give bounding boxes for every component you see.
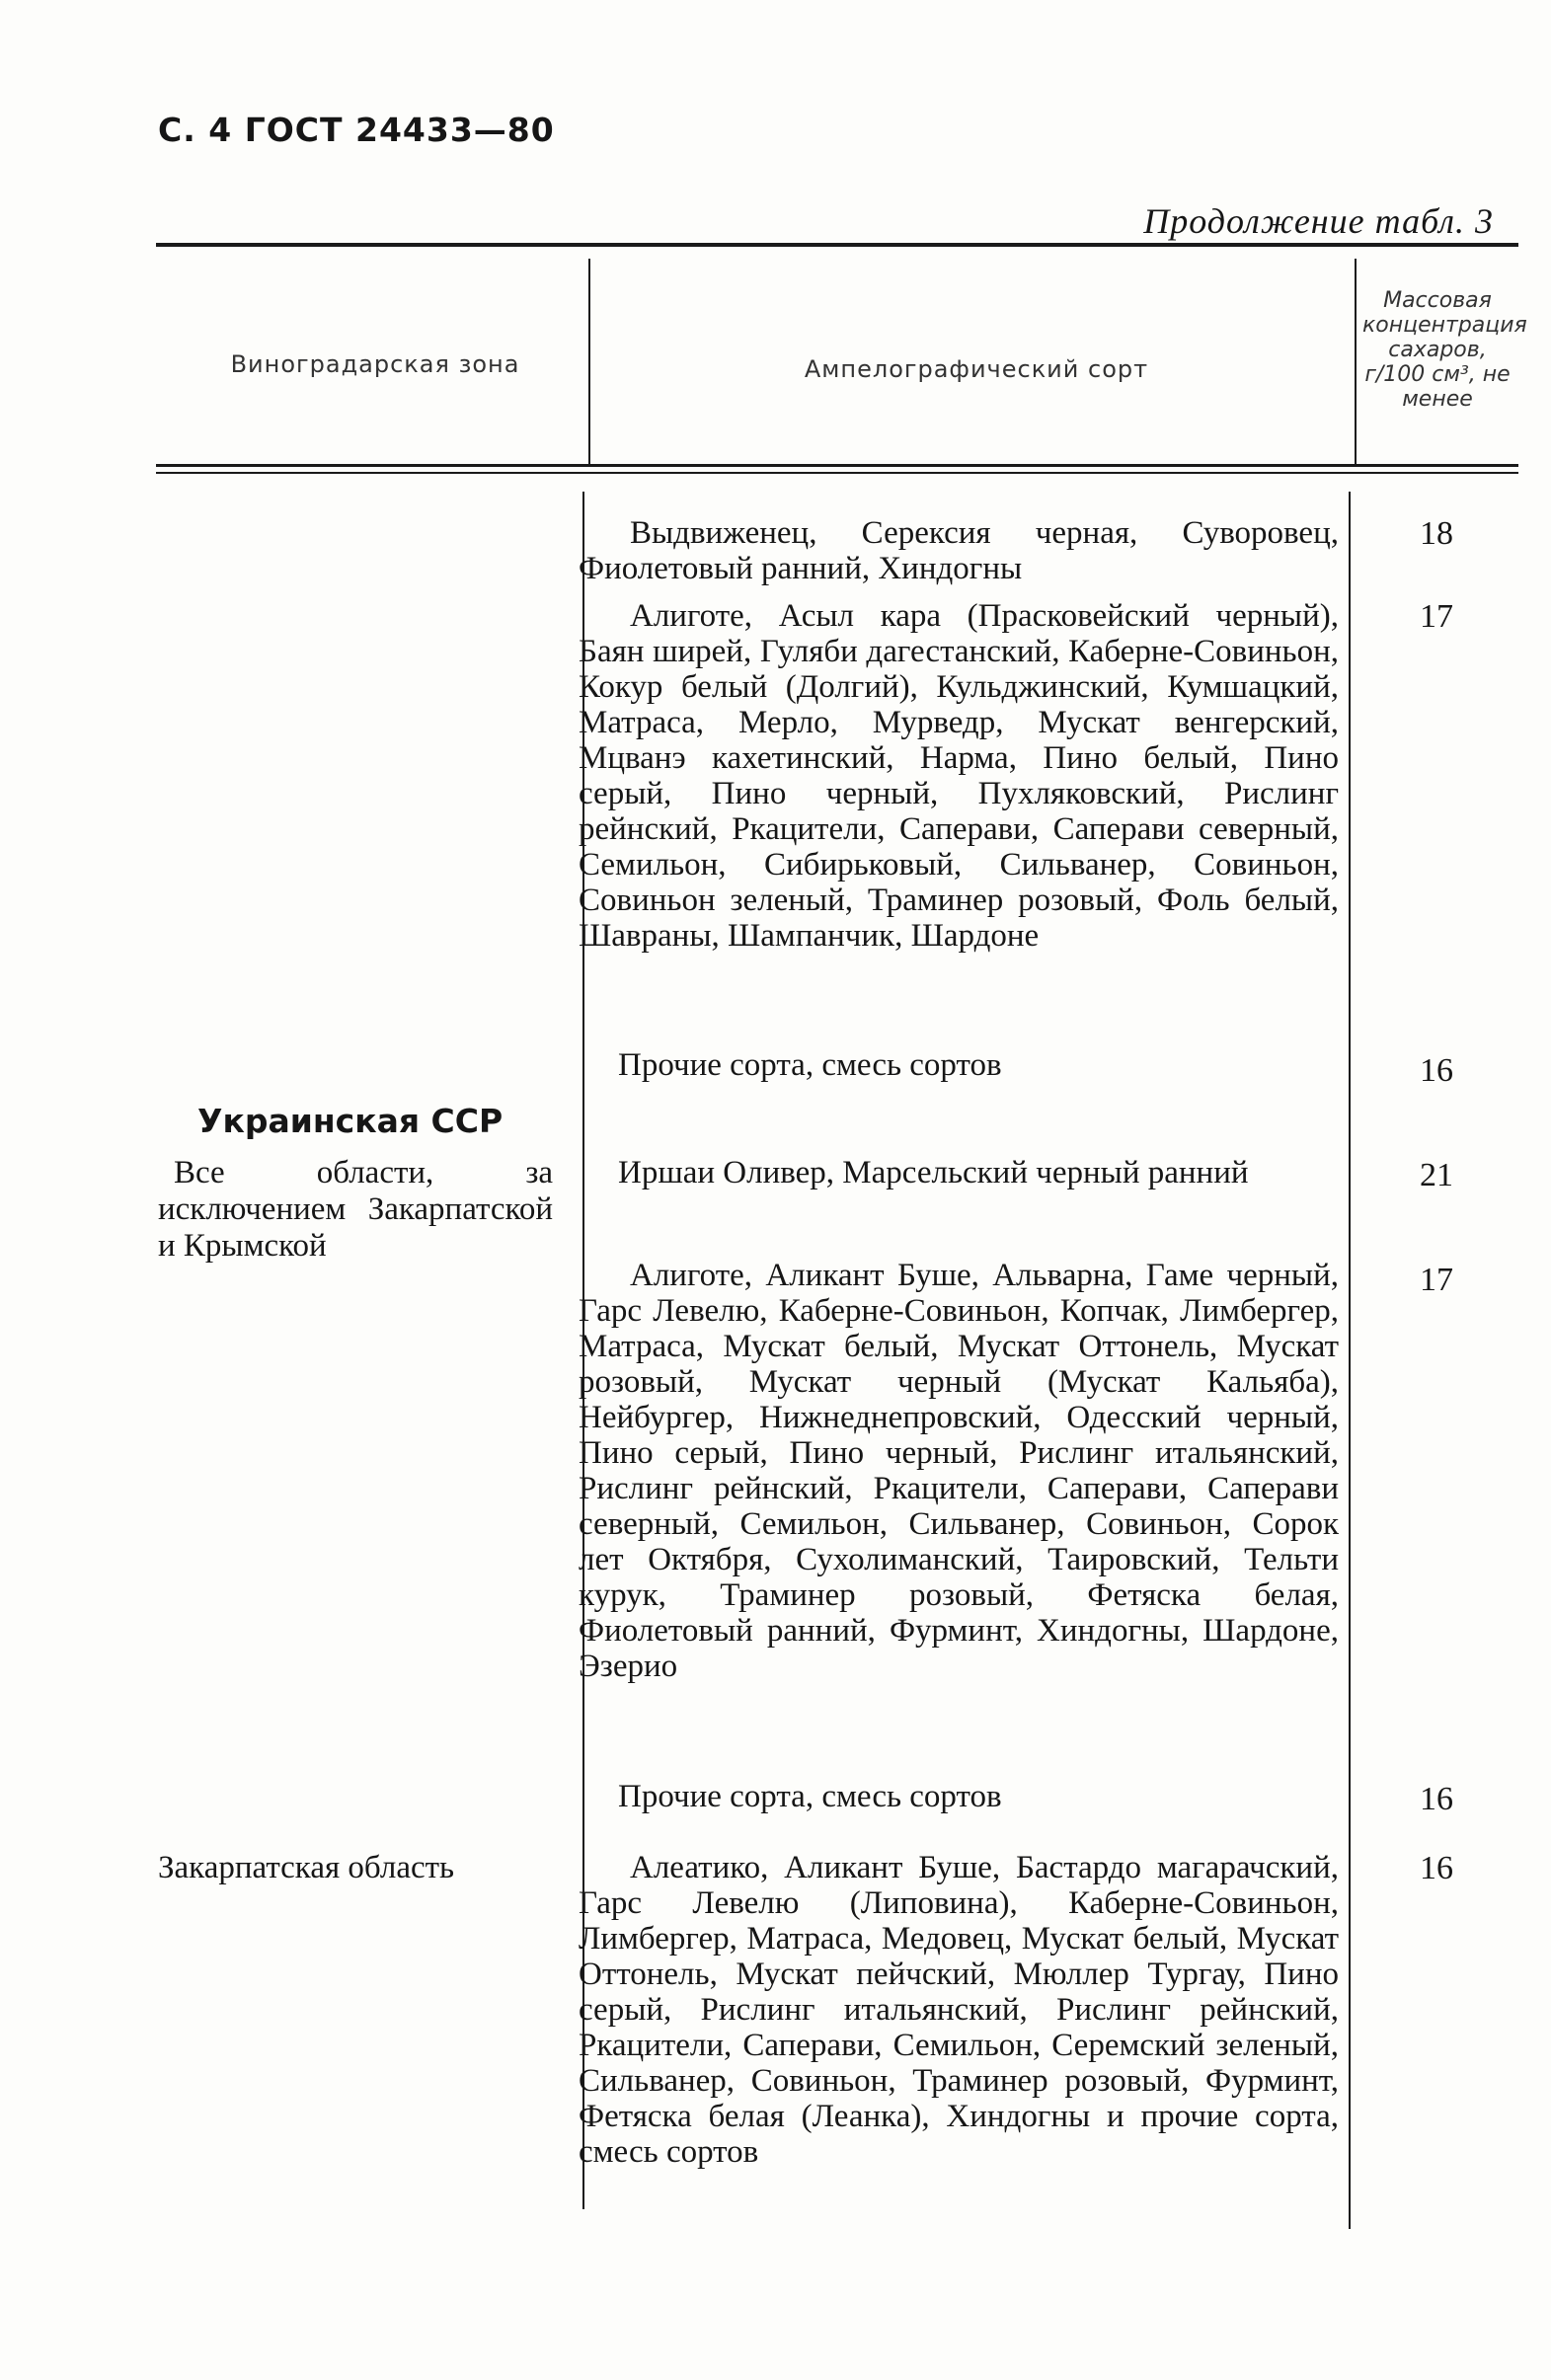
table-row-variety: Алиготе, Асыл кара (Прасковейский черный), Баян ширей, Гуляби дагестанский, Каберне-Совиньон, Кокур белый (Долгий), Кульджинский, Кумшацкий, Матраса, Мерло, Мурведр, Мускат венгерский, Мцванэ кахетинский, Нарма, Пино белый, Пино серый, Пино черный, Пухляковский, Рислинг рейнский, Ркацители, Саперави, Саперави северный, Семильон, Сибирьковый, Сильванер, Совиньон, Совиньон зеленый, Траминер розовый, Фоль белый, Шавраны, Шампанчик, Шардоне — [579, 598, 1339, 954]
column-header-concentration: Массовая концентрация сахаров, г/100 см³, не менее — [1362, 288, 1527, 412]
header-bottom-rule-2 — [156, 472, 1518, 474]
column-header-variety: Ампелографический сорт — [804, 355, 1149, 383]
table-row-variety: Прочие сорта, смесь сортов — [618, 1779, 1002, 1814]
table-top-rule — [156, 243, 1518, 247]
table-row-variety: Алеатико, Аликант Буше, Бастардо магарачский, Гарс Левелю (Липовина), Каберне-Совиньон, Лимбергер, Матраса, Медовец, Мускат белый, Мускат Оттонель, Мускат пейчский, Мюллер Тургау, Пино серый, Рислинг итальянский, Рислинг рейнский, Ркацители, Саперави, Семильон, Серемский зеленый, Сильванер, Совиньон, Траминер розовый, Фурминт, Фетяска белая (Леанка), Хиндогны и прочие сорта, смесь сортов — [579, 1850, 1339, 2170]
table-row-variety: Алиготе, Аликант Буше, Альварна, Гаме черный, Гарс Левелю, Каберне-Совиньон, Копчак, Лимбергер, Матраса, Мускат белый, Мускат Оттонель, Мускат розовый, Мускат черный (Мускат Кальяба), Нейбургер, Нижнеднепровский, Одесский черный, Пино серый, Пино черный, Рислинг итальянский, Рислинг рейнский, Ркацители, Саперави, Саперави северный, Семильон, Сильванер, Совиньон, Сорок лет Октября, Сухолиманский, Таировский, Тельти курук, Траминер розовый, Фетяска белая, Фиолетовый ранний, Фурминт, Хиндогны, Шардоне, Эзерио — [579, 1258, 1339, 1684]
table-row-zone: Закарпатская область — [158, 1850, 455, 1885]
table-row-min-value: 16 — [1420, 1850, 1453, 1886]
table-row-min-value: 17 — [1420, 1262, 1453, 1298]
region-title: Украинская ССР — [197, 1102, 504, 1140]
column-header-zone: Виноградарская зона — [230, 350, 520, 378]
table-row-min-value: 18 — [1420, 515, 1453, 552]
table-row-min-value: 16 — [1420, 1052, 1453, 1089]
table-row-variety: Выдвиженец, Серексия черная, Суворовец, Фиолетовый ранний, Хиндогны — [579, 515, 1339, 586]
page-header: С. 4 ГОСТ 24433—80 — [158, 111, 555, 149]
table-row-min-value: 16 — [1420, 1781, 1453, 1817]
header-bottom-rule — [156, 464, 1518, 467]
table-row-min-value: 21 — [1420, 1157, 1453, 1193]
table-row-min-value: 17 — [1420, 598, 1453, 635]
table-continuation-note: Продолжение табл. 3 — [1143, 201, 1494, 241]
table-row-variety: Прочие сорта, смесь сортов — [618, 1047, 1002, 1083]
column-divider-variety-concentration — [1349, 492, 1351, 2229]
table-row-variety: Иршаи Оливер, Марсельский черный ранний — [618, 1155, 1249, 1190]
table-row-zone: Все области, за исключением Закарпатской и Крымской — [158, 1155, 553, 1264]
